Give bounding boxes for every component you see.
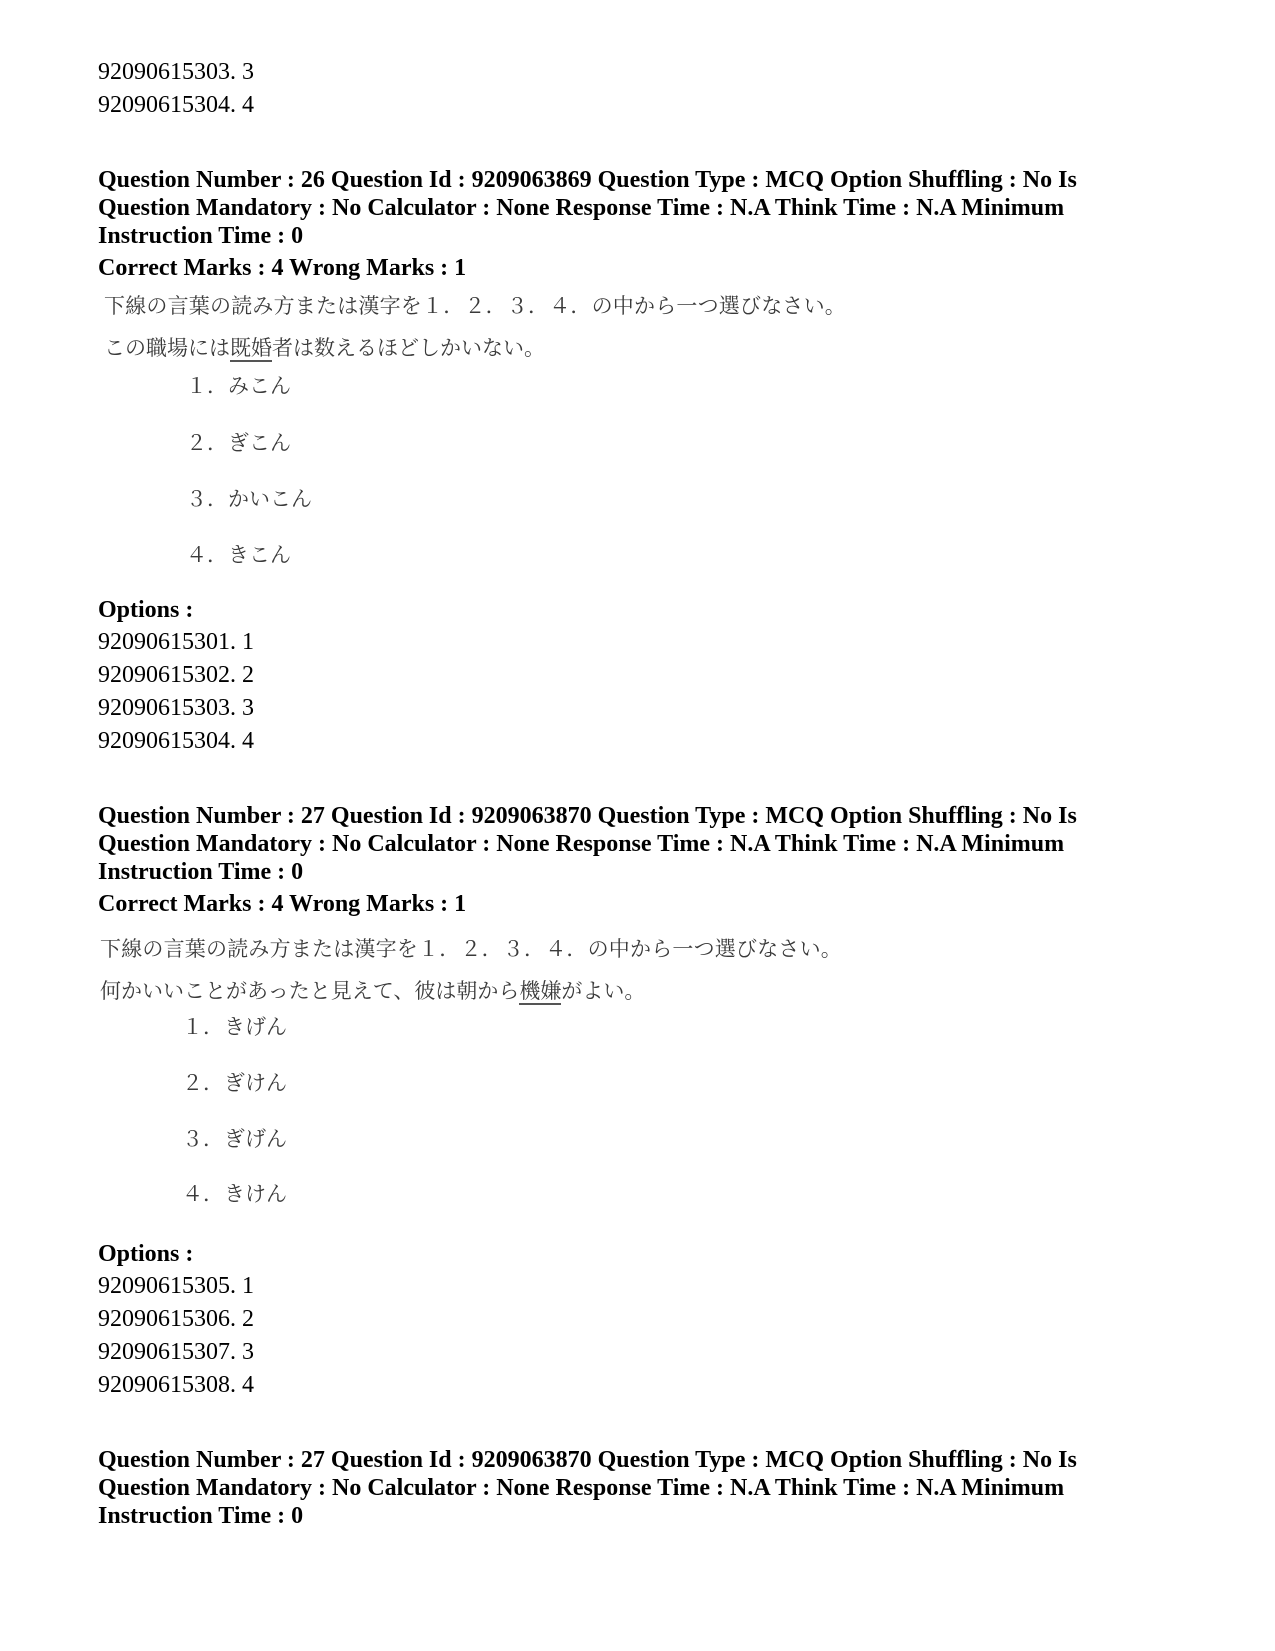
question-header-line: Question Number : 26 Question Id : 9209063869 Question Type : MCQ Option Shuffling : No Is (98, 167, 1077, 193)
question-header-line: Instruction Time : 0 (98, 223, 304, 249)
question-header-line: Question Mandatory : No Calculator : None Response Time : N.A Think Time : N.A Minimum (98, 831, 1065, 857)
question-image (100, 935, 842, 1225)
option-line: 92090615306. 2 (98, 1306, 254, 1332)
option-line: 92090615301. 1 (98, 629, 254, 655)
option-line: 92090615305. 1 (98, 1273, 254, 1299)
question-header (98, 802, 1188, 886)
option-line: 92090615307. 3 (98, 1339, 254, 1365)
option-line: 92090615304. 4 (98, 728, 254, 754)
question-sentence (100, 977, 800, 1005)
options-label: Options : (98, 1241, 194, 1267)
sentence-part: がよい。 (561, 979, 646, 1003)
question-header-line: Question Number : 27 Question Id : 9209063870 Question Type : MCQ Option Shuffling : No Is (98, 1447, 1077, 1473)
choice-item: ４．きこん (186, 543, 291, 567)
question-header-line: Instruction Time : 0 (98, 859, 304, 885)
question-header-line: Question Mandatory : No Calculator : None Response Time : N.A Think Time : N.A Minimum (98, 1475, 1065, 1501)
choice-item: １．みこん (186, 374, 291, 398)
sentence-part: 者は数えるほどしかいない。 (272, 336, 545, 360)
question-instruction: 下線の言葉の読み方または漢字を１．２．３．４．の中から一つ選びなさい。 (104, 294, 846, 318)
marks-line: Correct Marks : 4 Wrong Marks : 1 (98, 891, 467, 917)
sentence-part: 何かいいことがあったと見えて、彼は朝から (100, 979, 520, 1003)
question-header (98, 166, 1188, 250)
choice-item: ３．かいこん (186, 487, 312, 511)
question-header-line: Question Number : 27 Question Id : 9209063870 Question Type : MCQ Option Shuffling : No Is (98, 803, 1077, 829)
option-line: 92090615308. 4 (98, 1372, 254, 1398)
question-header-line: Question Mandatory : No Calculator : None Response Time : N.A Think Time : N.A Minimum (98, 195, 1065, 221)
option-line: 92090615303. 3 (98, 695, 254, 721)
question-sentence (104, 334, 804, 362)
underlined-word: 機嫌 (519, 979, 562, 1003)
sentence-part: この職場には (104, 336, 230, 360)
choice-item: ２．ぎこん (186, 431, 291, 455)
question-instruction: 下線の言葉の読み方または漢字を１．２．３．４．の中から一つ選びなさい。 (100, 937, 842, 961)
marks-line: Correct Marks : 4 Wrong Marks : 1 (98, 255, 467, 281)
underlined-word: 既婚 (230, 336, 272, 360)
options-label: Options : (98, 597, 194, 623)
choice-item: ４．きけん (182, 1182, 287, 1206)
option-line: 92090615303. 3 (98, 59, 254, 85)
question-header (98, 1446, 1188, 1530)
option-line: 92090615304. 4 (98, 92, 254, 118)
choice-item: ３．ぎげん (182, 1127, 287, 1151)
choice-item: １．きげん (182, 1015, 287, 1039)
option-line: 92090615302. 2 (98, 662, 254, 688)
question-image (104, 292, 846, 582)
question-header-line: Instruction Time : 0 (98, 1503, 304, 1529)
choice-item: ２．ぎけん (182, 1071, 287, 1095)
